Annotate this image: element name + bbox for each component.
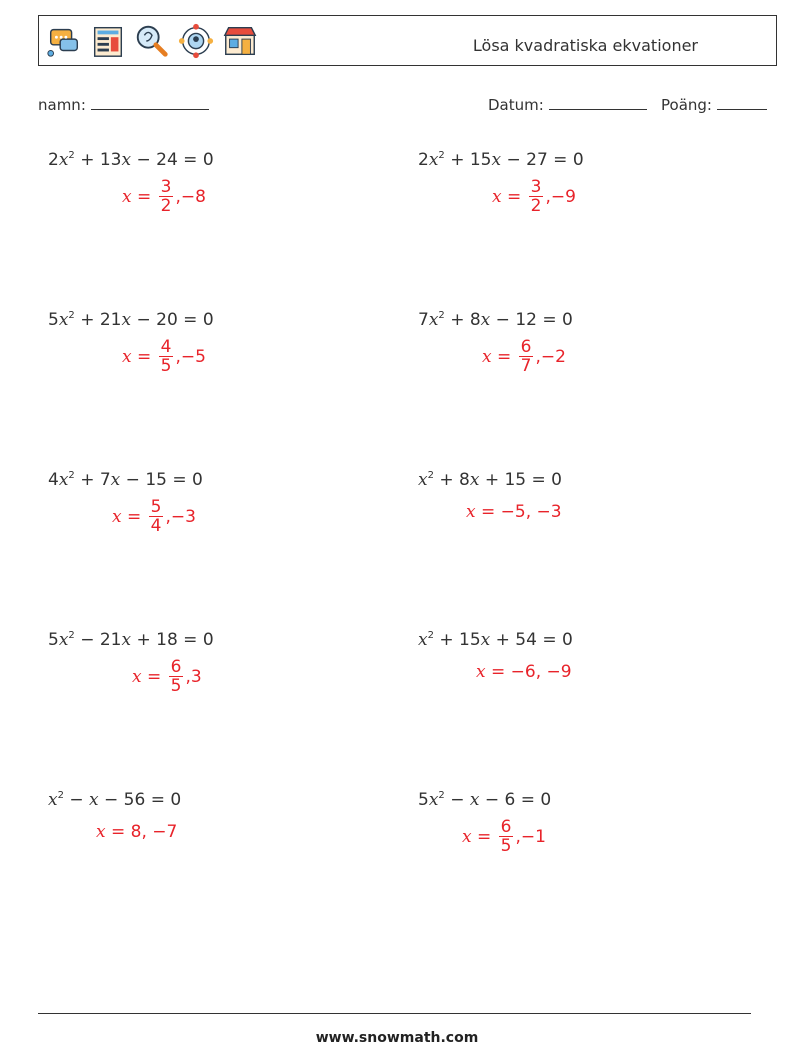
answer-rest: = −6, −9: [485, 662, 572, 682]
term: − 20 = 0: [131, 310, 214, 330]
fraction: [159, 178, 174, 215]
worksheet-title: Lösa kvadratiska ekvationer: [472, 36, 698, 55]
name-field: [38, 95, 209, 114]
answer-variable: x: [466, 502, 476, 522]
coefficient: 2: [48, 150, 59, 170]
term: −: [444, 790, 470, 810]
people-target-icon: [177, 22, 215, 60]
answer-rest: = 8, −7: [105, 822, 178, 842]
numerator: 3: [530, 177, 542, 197]
term: − 6 = 0: [479, 790, 552, 810]
variable: x: [58, 630, 69, 650]
denominator: 5: [500, 836, 512, 856]
equation: [48, 790, 181, 810]
answer: [122, 178, 206, 215]
numerator: 5: [150, 497, 162, 517]
denominator: 5: [160, 356, 172, 376]
equation: [418, 470, 562, 490]
coefficient: 2: [418, 150, 429, 170]
equals: =: [141, 666, 167, 687]
term: + 8: [433, 470, 470, 490]
variable: x: [480, 310, 491, 330]
answer-variable: x: [492, 186, 502, 207]
term: −: [63, 790, 90, 810]
variable: x: [428, 790, 439, 810]
equals: =: [491, 346, 517, 367]
equals: =: [471, 826, 497, 847]
numerator: 4: [160, 337, 172, 357]
variable: x: [58, 150, 69, 170]
exponent: 2: [438, 790, 445, 801]
term: + 15: [433, 630, 481, 650]
equation: [48, 630, 214, 650]
term: + 54 = 0: [490, 630, 573, 650]
term: − 56 = 0: [98, 790, 182, 810]
score-blank[interactable]: [717, 95, 767, 110]
variable: x: [58, 310, 69, 330]
term: + 7: [74, 470, 111, 490]
answer-rest: ,−3: [165, 506, 196, 527]
answer: [492, 178, 576, 215]
answer: [462, 818, 546, 855]
answer-rest: ,−1: [515, 826, 546, 847]
variable: x: [121, 630, 132, 650]
answer-variable: x: [132, 666, 142, 687]
equals: =: [501, 186, 527, 207]
fraction: [499, 818, 514, 855]
header-icons: [45, 22, 259, 62]
answer: [112, 498, 196, 535]
equation: [418, 630, 573, 650]
exponent: 2: [438, 150, 445, 161]
date-field: [488, 95, 647, 114]
variable: x: [418, 630, 428, 650]
variable: x: [469, 470, 480, 490]
equals: =: [131, 186, 157, 207]
answer-variable: x: [96, 822, 106, 842]
exponent: 2: [438, 310, 445, 321]
fraction: [159, 338, 174, 375]
magnifier-icon: [133, 22, 171, 60]
date-blank[interactable]: [549, 95, 647, 110]
name-blank[interactable]: [91, 95, 209, 110]
answer: [132, 658, 202, 695]
denominator: 2: [530, 196, 542, 216]
numerator: 6: [170, 657, 182, 677]
equation: [48, 470, 203, 490]
exponent: 2: [427, 470, 434, 481]
equals: =: [131, 346, 157, 367]
equation: [418, 790, 551, 810]
variable: x: [48, 790, 58, 810]
variable: x: [428, 150, 439, 170]
coefficient: 5: [48, 310, 59, 330]
fraction: [169, 658, 184, 695]
term: + 13: [74, 150, 122, 170]
coefficient: 5: [418, 790, 429, 810]
chat-icon: [45, 22, 83, 60]
worksheet-header: [38, 15, 777, 66]
numerator: 6: [500, 817, 512, 837]
variable: x: [121, 310, 132, 330]
equation: [48, 150, 214, 170]
exponent: 2: [68, 150, 75, 161]
answer: [482, 338, 566, 375]
denominator: 2: [160, 196, 172, 216]
fraction: [149, 498, 164, 535]
variable: x: [58, 470, 69, 490]
answer-variable: x: [122, 186, 132, 207]
term: − 21: [74, 630, 122, 650]
answer-rest: ,−2: [535, 346, 566, 367]
answer: [96, 822, 177, 842]
equals: =: [121, 506, 147, 527]
answer-rest: ,3: [185, 666, 202, 687]
exponent: 2: [427, 630, 434, 641]
answer: [476, 662, 572, 682]
numerator: 6: [520, 337, 532, 357]
term: + 15 = 0: [479, 470, 562, 490]
footer-url: www.snowmath.com: [315, 1030, 479, 1046]
coefficient: 7: [418, 310, 429, 330]
score-field: [661, 95, 767, 114]
variable: x: [480, 630, 491, 650]
term: + 18 = 0: [131, 630, 214, 650]
equation: [48, 310, 214, 330]
answer-variable: x: [476, 662, 486, 682]
denominator: 4: [150, 516, 162, 536]
shop-icon: [221, 22, 259, 60]
variable: x: [418, 470, 428, 490]
answer-rest: ,−8: [175, 186, 206, 207]
variable: x: [121, 150, 132, 170]
term: + 15: [444, 150, 492, 170]
newspaper-icon: [89, 22, 127, 60]
date-label: Datum:: [488, 96, 544, 114]
variable: x: [469, 790, 480, 810]
exponent: 2: [68, 310, 75, 321]
denominator: 5: [170, 676, 182, 696]
fraction: [519, 338, 534, 375]
answer-rest: ,−5: [175, 346, 206, 367]
answer: [122, 338, 206, 375]
variable: x: [428, 310, 439, 330]
term: − 15 = 0: [120, 470, 203, 490]
answer-variable: x: [122, 346, 132, 367]
name-label: namn:: [38, 96, 86, 114]
answer-variable: x: [462, 826, 472, 847]
coefficient: 5: [48, 630, 59, 650]
term: − 27 = 0: [501, 150, 584, 170]
fraction: [529, 178, 544, 215]
term: − 12 = 0: [490, 310, 573, 330]
coefficient: 4: [48, 470, 59, 490]
numerator: 3: [160, 177, 172, 197]
score-label: Poäng:: [661, 96, 712, 114]
footer-divider: [38, 1013, 751, 1014]
answer-rest: ,−9: [545, 186, 576, 207]
equation: [418, 150, 584, 170]
variable: x: [491, 150, 502, 170]
equation: [418, 310, 573, 330]
answer: [466, 502, 562, 522]
term: + 21: [74, 310, 122, 330]
variable: x: [110, 470, 121, 490]
term: + 8: [444, 310, 481, 330]
variable: x: [89, 790, 99, 810]
exponent: 2: [68, 470, 75, 481]
answer-rest: = −5, −3: [475, 502, 562, 522]
exponent: 2: [68, 630, 75, 641]
answer-variable: x: [112, 506, 122, 527]
term: − 24 = 0: [131, 150, 214, 170]
denominator: 7: [520, 356, 532, 376]
answer-variable: x: [482, 346, 492, 367]
exponent: 2: [57, 790, 64, 801]
